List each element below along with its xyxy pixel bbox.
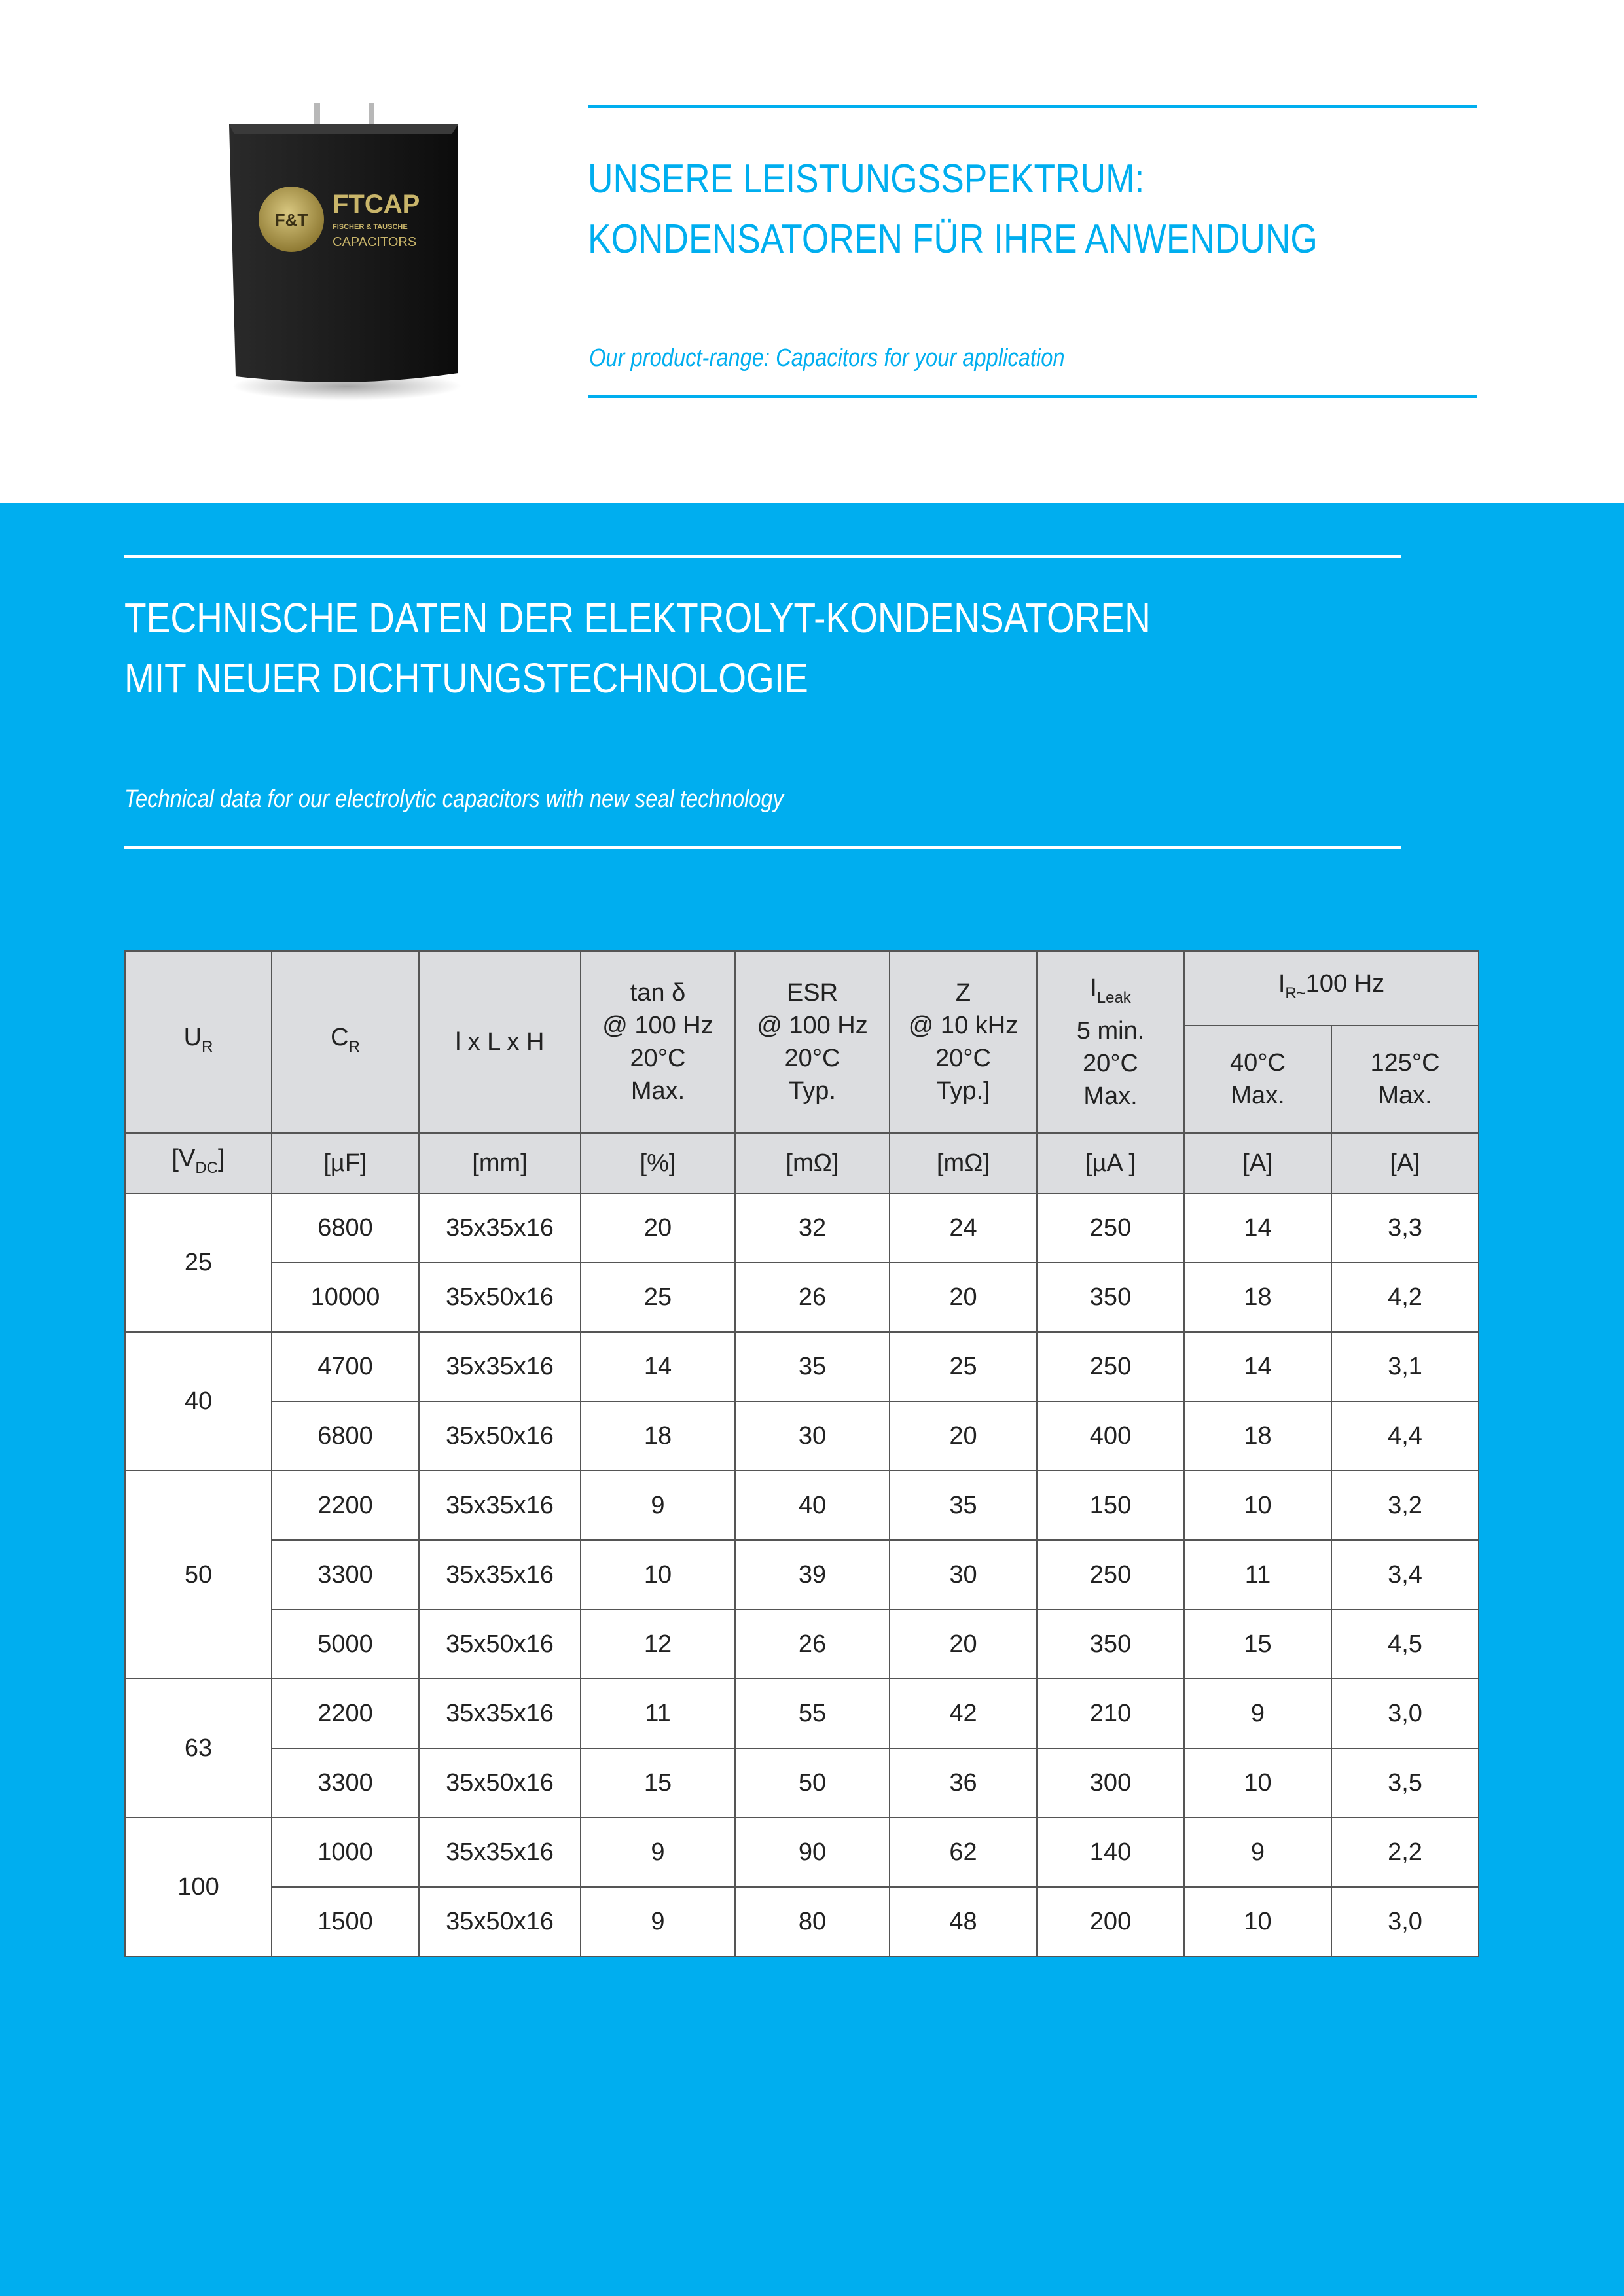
technical-data-table	[124, 950, 1479, 1957]
unit-dims: [mm]	[419, 1133, 581, 1193]
esr-cell: 40	[735, 1471, 890, 1540]
logo-mark-text: F&T	[274, 210, 308, 230]
ir125-cell: 4,4	[1331, 1401, 1479, 1471]
ir40-cell: 9	[1184, 1679, 1331, 1748]
voltage-cell: 100	[125, 1818, 272, 1956]
ir125-cell: 3,0	[1331, 1887, 1479, 1956]
section-subtitle: Technical data for our electrolytic capacitors with new seal technology	[124, 785, 784, 813]
ir40-cell: 18	[1184, 1401, 1331, 1471]
table-row	[125, 1193, 1479, 1263]
table-row	[125, 1887, 1479, 1956]
esr-cell: 55	[735, 1679, 890, 1748]
section-rule-lower	[124, 846, 1401, 849]
header-ir-125: 125°C Max.	[1331, 1026, 1479, 1133]
section-title-line2: MIT NEUER DICHTUNGSTECHNOLOGIE	[124, 655, 808, 702]
z-cell: 48	[890, 1887, 1037, 1956]
esr-cell: 26	[735, 1609, 890, 1679]
unit-ir40: [A]	[1184, 1133, 1331, 1193]
dims-cell: 35x50x16	[419, 1609, 581, 1679]
ileak-cell: 140	[1037, 1818, 1184, 1887]
tan-cell: 20	[581, 1193, 735, 1263]
table-body	[125, 1193, 1479, 1956]
header-ileak: $I_{Leak}$ 5 min. 20°C Max.	[1037, 951, 1184, 1133]
ileak-cell: 300	[1037, 1748, 1184, 1818]
unit-cr: [µF]	[272, 1133, 419, 1193]
dims-cell: 35x50x16	[419, 1887, 581, 1956]
cap-cell: 4700	[272, 1332, 419, 1401]
tan-cell: 12	[581, 1609, 735, 1679]
tan-cell: 9	[581, 1471, 735, 1540]
ileak-cell: 250	[1037, 1332, 1184, 1401]
cap-cell: 1500	[272, 1887, 419, 1956]
cap-cell: 5000	[272, 1609, 419, 1679]
ir125-cell: 3,2	[1331, 1471, 1479, 1540]
unit-esr: [mΩ]	[735, 1133, 890, 1193]
cap-cell: 1000	[272, 1818, 419, 1887]
cap-cell: 3300	[272, 1540, 419, 1609]
dims-cell: 35x35x16	[419, 1540, 581, 1609]
ileak-cell: 210	[1037, 1679, 1184, 1748]
dims-cell: 35x35x16	[419, 1818, 581, 1887]
header-cr: $C_R$	[272, 951, 419, 1133]
ir40-cell: 15	[1184, 1609, 1331, 1679]
esr-cell: 39	[735, 1540, 890, 1609]
unit-ir125: [A]	[1331, 1133, 1479, 1193]
ir125-cell: 4,2	[1331, 1263, 1479, 1332]
table-row	[125, 1263, 1479, 1332]
ir125-cell: 3,5	[1331, 1748, 1479, 1818]
table-row	[125, 1748, 1479, 1818]
unit-z: [mΩ]	[890, 1133, 1037, 1193]
cap-cell: 3300	[272, 1748, 419, 1818]
table-row	[125, 1401, 1479, 1471]
z-cell: 24	[890, 1193, 1037, 1263]
z-cell: 20	[890, 1609, 1037, 1679]
ir40-cell: 18	[1184, 1263, 1331, 1332]
section-title-line1: TECHNISCHE DATEN DER ELEKTROLYT-KONDENSATOREN	[124, 594, 1151, 641]
technical-data-table-wrap	[124, 950, 1478, 1957]
table-row	[125, 1679, 1479, 1748]
ir125-cell: 3,3	[1331, 1193, 1479, 1263]
tan-cell: 11	[581, 1679, 735, 1748]
header-ur: $U_R$	[125, 951, 272, 1133]
page-title-line1: UNSERE LEISTUNGSSPEKTRUM:	[588, 156, 1145, 202]
tan-cell: 15	[581, 1748, 735, 1818]
z-cell: 25	[890, 1332, 1037, 1401]
brand-text: FTCAP	[333, 190, 420, 219]
dims-cell: 35x35x16	[419, 1471, 581, 1540]
header-esr: ESR @ 100 Hz 20°C Typ.	[735, 951, 890, 1133]
ir40-cell: 14	[1184, 1193, 1331, 1263]
ileak-cell: 150	[1037, 1471, 1184, 1540]
ir125-cell: 3,0	[1331, 1679, 1479, 1748]
header-dims: l x L x H	[419, 951, 581, 1133]
tan-cell: 25	[581, 1263, 735, 1332]
capacitor-product-image	[216, 98, 465, 406]
cap-cell: 2200	[272, 1471, 419, 1540]
top-rule-upper	[588, 105, 1477, 108]
tan-cell: 10	[581, 1540, 735, 1609]
ir40-cell: 10	[1184, 1748, 1331, 1818]
ir125-cell: 3,1	[1331, 1332, 1479, 1401]
tan-cell: 9	[581, 1818, 735, 1887]
voltage-cell: 40	[125, 1332, 272, 1471]
cap-cell: 6800	[272, 1193, 419, 1263]
dims-cell: 35x35x16	[419, 1193, 581, 1263]
unit-ur: $[V_{DC}]$	[125, 1133, 272, 1193]
ir40-cell: 10	[1184, 1887, 1331, 1956]
header-ir: $I_{R\sim}100$ Hz	[1184, 951, 1479, 1026]
esr-cell: 35	[735, 1332, 890, 1401]
dims-cell: 35x50x16	[419, 1748, 581, 1818]
page-title-line2: KONDENSATOREN FÜR IHRE ANWENDUNG	[588, 217, 1318, 262]
table-row	[125, 1818, 1479, 1887]
ir125-cell: 4,5	[1331, 1609, 1479, 1679]
table-row	[125, 1332, 1479, 1401]
ir40-cell: 14	[1184, 1332, 1331, 1401]
ir125-cell: 2,2	[1331, 1818, 1479, 1887]
voltage-cell: 25	[125, 1193, 272, 1332]
z-cell: 36	[890, 1748, 1037, 1818]
z-cell: 35	[890, 1471, 1037, 1540]
z-cell: 30	[890, 1540, 1037, 1609]
esr-cell: 26	[735, 1263, 890, 1332]
ileak-cell: 400	[1037, 1401, 1184, 1471]
header-z: Z @ 10 kHz 20°C Typ.]	[890, 951, 1037, 1133]
unit-tan: [%]	[581, 1133, 735, 1193]
ileak-cell: 250	[1037, 1540, 1184, 1609]
header-tan: tan δ @ 100 Hz 20°C Max.	[581, 951, 735, 1133]
table-row	[125, 1540, 1479, 1609]
section-rule-upper	[124, 555, 1401, 558]
dims-cell: 35x35x16	[419, 1332, 581, 1401]
esr-cell: 50	[735, 1748, 890, 1818]
cap-cell: 10000	[272, 1263, 419, 1332]
unit-ileak: [µA ]	[1037, 1133, 1184, 1193]
brand-subtext: FISCHER & TAUSCHE	[333, 223, 408, 231]
ileak-cell: 200	[1037, 1887, 1184, 1956]
tan-cell: 9	[581, 1887, 735, 1956]
table-row	[125, 1471, 1479, 1540]
ileak-cell: 350	[1037, 1609, 1184, 1679]
cap-cell: 2200	[272, 1679, 419, 1748]
esr-cell: 80	[735, 1887, 890, 1956]
page-title	[588, 149, 1318, 270]
dims-cell: 35x50x16	[419, 1263, 581, 1332]
ir125-cell: 3,4	[1331, 1540, 1479, 1609]
esr-cell: 32	[735, 1193, 890, 1263]
tan-cell: 18	[581, 1401, 735, 1471]
z-cell: 20	[890, 1401, 1037, 1471]
ir40-cell: 11	[1184, 1540, 1331, 1609]
z-cell: 42	[890, 1679, 1037, 1748]
dims-cell: 35x50x16	[419, 1401, 581, 1471]
tan-cell: 14	[581, 1332, 735, 1401]
ir40-cell: 10	[1184, 1471, 1331, 1540]
esr-cell: 30	[735, 1401, 890, 1471]
header-ir-40: 40°C Max.	[1184, 1026, 1331, 1133]
page-subtitle: Our product-range: Capacitors for your application	[589, 344, 1065, 372]
dims-cell: 35x35x16	[419, 1679, 581, 1748]
cap-cell: 6800	[272, 1401, 419, 1471]
voltage-cell: 63	[125, 1679, 272, 1818]
z-cell: 20	[890, 1263, 1037, 1332]
voltage-cell: 50	[125, 1471, 272, 1679]
ileak-cell: 350	[1037, 1263, 1184, 1332]
z-cell: 62	[890, 1818, 1037, 1887]
ir40-cell: 9	[1184, 1818, 1331, 1887]
top-rule-lower	[588, 395, 1477, 398]
brand-capacitors-text: CAPACITORS	[333, 235, 417, 249]
table-row	[125, 1609, 1479, 1679]
esr-cell: 90	[735, 1818, 890, 1887]
section-title	[124, 588, 1151, 708]
ileak-cell: 250	[1037, 1193, 1184, 1263]
